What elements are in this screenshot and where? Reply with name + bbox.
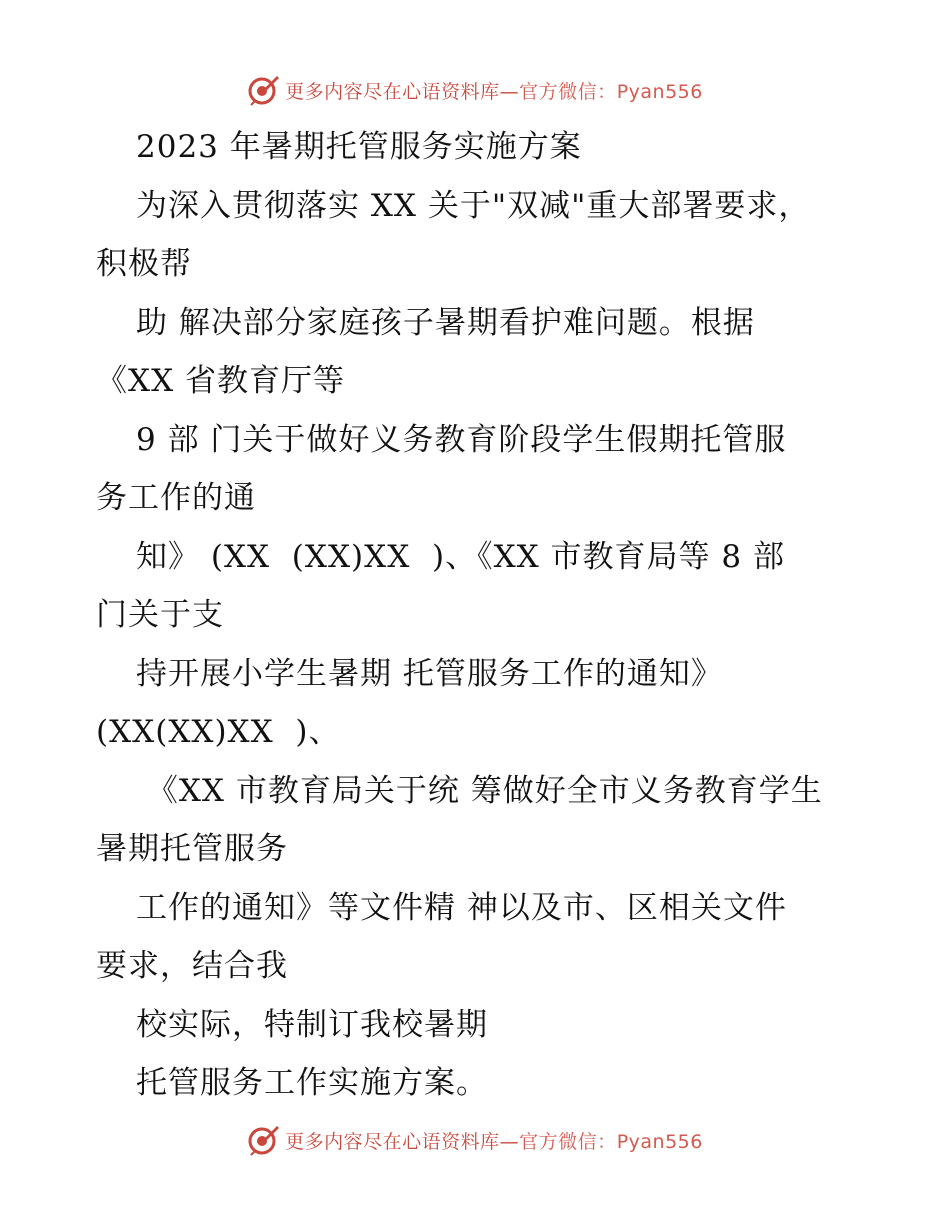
paragraph-line: 暑期托管服务 <box>96 831 288 867</box>
paragraph-line: 托管服务工作实施方案。 <box>136 1065 488 1101</box>
brand-logo-icon <box>247 73 281 107</box>
watermark-wechat-id: Pyan556 <box>616 1130 703 1153</box>
paragraph-line: 助 解决部分家庭孩子暑期看护难问题。根据 <box>136 304 755 341</box>
watermark-separator: — <box>499 1130 520 1153</box>
brand-logo-icon <box>247 1123 281 1157</box>
watermark-text <box>285 1127 703 1154</box>
paragraph-line: 《XX 市教育局关于统 筹做好全市义务教育学生 <box>136 772 823 809</box>
paragraph-line: 为深入贯彻落实 XX 关于"双减"重大部署要求， <box>136 187 811 224</box>
watermark-text <box>285 77 703 104</box>
document-body <box>96 118 876 1113</box>
paragraph-line: 工作的通知》等文件精 神以及市、区相关文件 <box>136 889 787 926</box>
paragraph-line: 《XX 省教育厅等 <box>96 363 345 399</box>
paragraph-line: 持开展小学生暑期 托管服务工作的通知》 <box>136 655 723 692</box>
paragraph-line: 要求，结合我 <box>96 948 288 984</box>
paragraph-line: 校实际，特制订我校暑期 <box>136 1006 488 1043</box>
watermark-wechat-label: 官方微信： <box>519 1130 617 1153</box>
document-title: 2023 年暑期托管服务实施方案 <box>136 129 582 165</box>
watermark-header <box>0 70 950 110</box>
watermark-main: 更多内容尽在心语资料库 <box>285 80 500 103</box>
watermark-separator: — <box>499 80 520 103</box>
watermark-wechat-id: Pyan556 <box>616 80 703 103</box>
watermark-wechat-label: 官方微信： <box>519 80 617 103</box>
paragraph-line: 9 部 门关于做好义务教育阶段学生假期托管服 <box>136 421 787 458</box>
paragraph-line: (XX(XX)XX )、 <box>96 714 341 750</box>
watermark-main: 更多内容尽在心语资料库 <box>285 1130 500 1153</box>
watermark-footer <box>0 1120 950 1160</box>
paragraph-line: 务工作的通 <box>96 480 256 516</box>
paragraph-line: 门关于支 <box>96 597 224 633</box>
paragraph-line: 积极帮 <box>96 246 192 282</box>
paragraph-line: 知》 (XX (XX)XX )、《XX 市教育局等 8 部 <box>136 538 785 575</box>
